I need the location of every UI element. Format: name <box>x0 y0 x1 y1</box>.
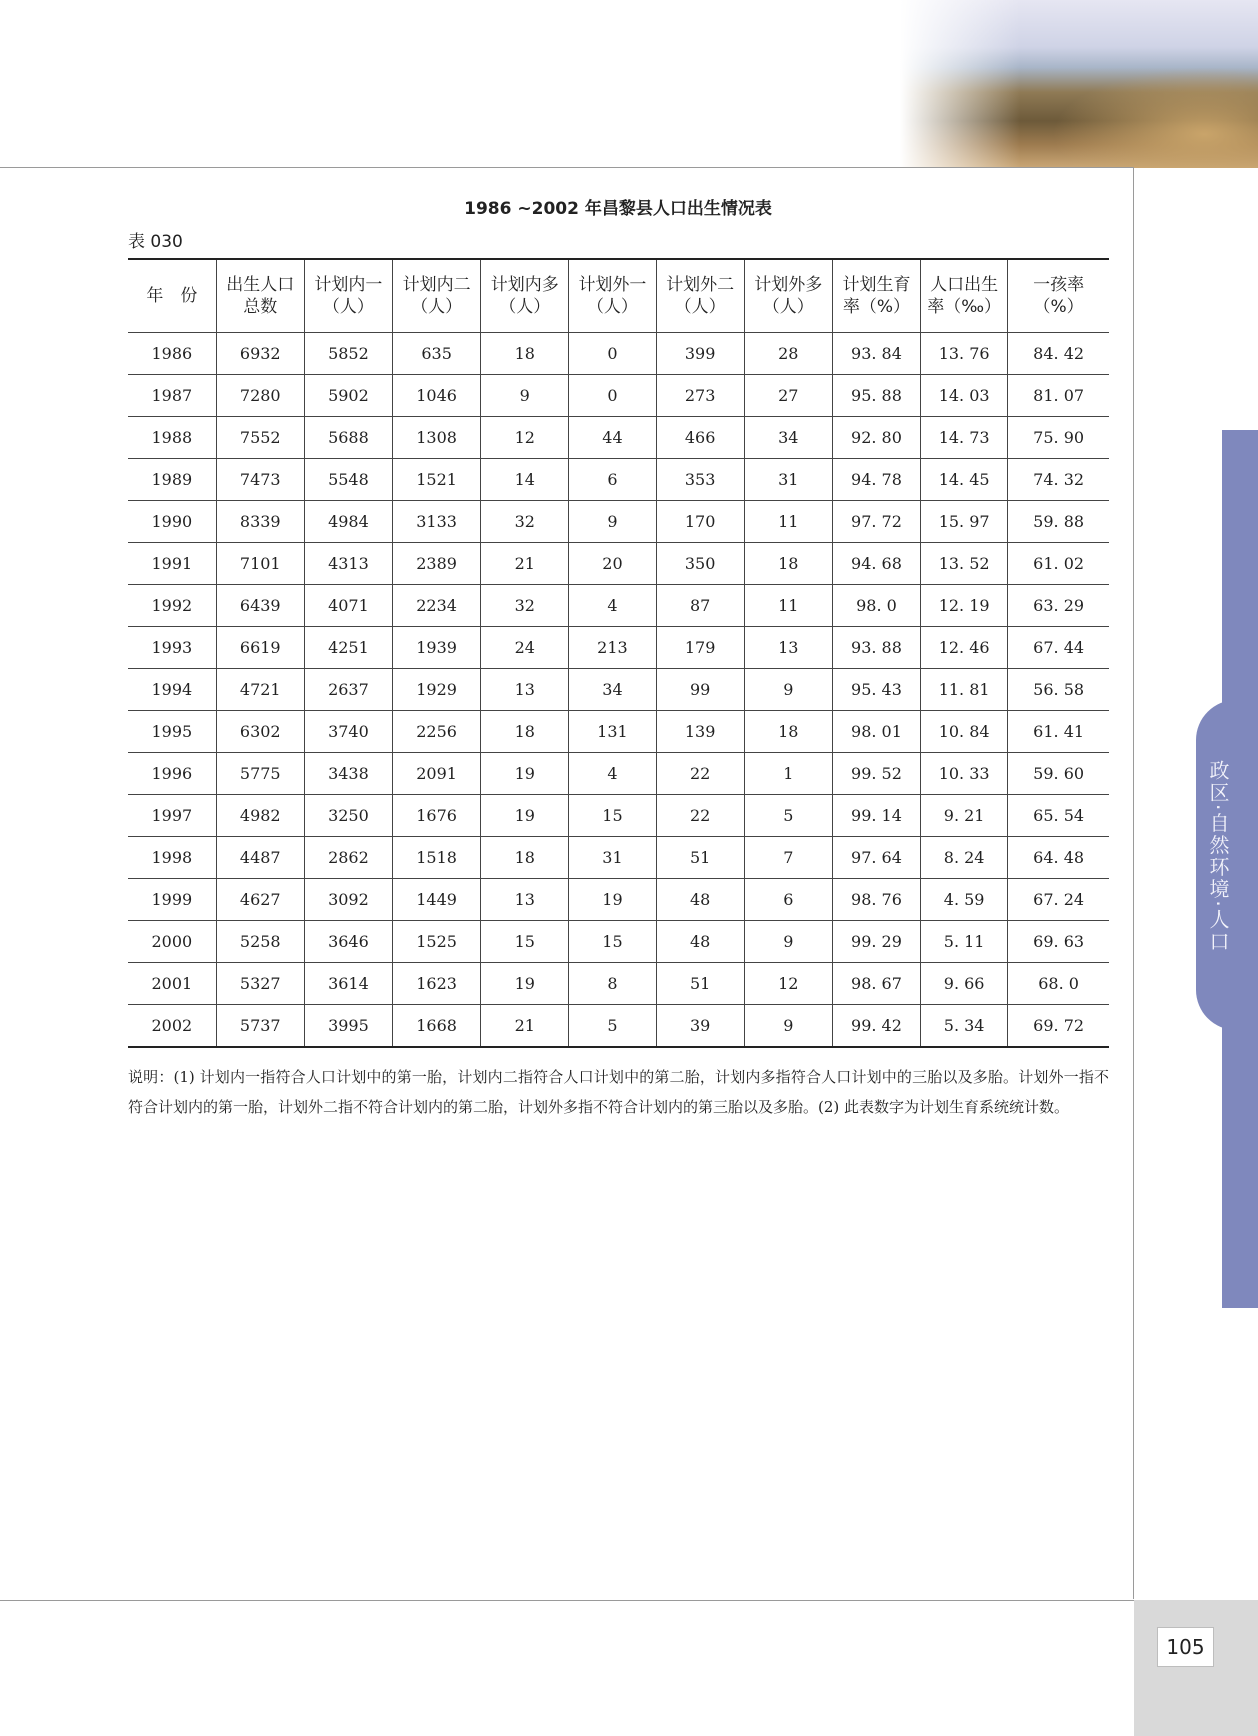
table-cell: 95. 43 <box>832 669 920 711</box>
table-cell: 9. 66 <box>921 963 1008 1005</box>
table-cell: 139 <box>656 711 744 753</box>
table-cell: 353 <box>656 459 744 501</box>
table-cell: 61. 41 <box>1008 711 1109 753</box>
table-cell: 0 <box>569 333 656 375</box>
table-row <box>128 459 1109 501</box>
table-title: 1986 ~2002 年昌黎县人口出生情况表 <box>464 199 772 219</box>
table-row <box>128 711 1109 753</box>
table-cell: 3740 <box>304 711 392 753</box>
table-cell: 97. 72 <box>832 501 920 543</box>
table-cell: 94. 78 <box>832 459 920 501</box>
table-cell: 19 <box>481 963 569 1005</box>
table-cell: 5. 34 <box>921 1005 1008 1048</box>
header-divider <box>0 167 1134 168</box>
column-header-line: 出生人口 <box>226 275 295 295</box>
table-row <box>128 585 1109 627</box>
table-row <box>128 1005 1109 1048</box>
column-header-4 <box>481 259 569 333</box>
table-cell: 5327 <box>216 963 304 1005</box>
table-cell: 2234 <box>393 585 481 627</box>
column-header-line: 年 份 <box>146 286 198 306</box>
table-cell: 466 <box>656 417 744 459</box>
column-header-line: （人） <box>499 297 551 317</box>
table-cell: 15 <box>569 795 656 837</box>
year-cell: 2002 <box>128 1005 216 1048</box>
table-cell: 9 <box>744 921 832 963</box>
table-cell: 19 <box>481 795 569 837</box>
column-header-1 <box>216 259 304 333</box>
column-header-line: 计划外二 <box>666 275 735 295</box>
table-cell: 4 <box>569 753 656 795</box>
table-cell: 94. 68 <box>832 543 920 585</box>
column-header-7 <box>744 259 832 333</box>
table-cell: 84. 42 <box>1008 333 1109 375</box>
table-cell: 13 <box>481 879 569 921</box>
table-cell: 99. 14 <box>832 795 920 837</box>
column-header-0 <box>128 259 216 333</box>
table-cell: 67. 24 <box>1008 879 1109 921</box>
table-cell: 24 <box>481 627 569 669</box>
year-cell: 1993 <box>128 627 216 669</box>
table-cell: 51 <box>656 837 744 879</box>
year-cell: 1988 <box>128 417 216 459</box>
column-header-10 <box>1008 259 1109 333</box>
table-cell: 4. 59 <box>921 879 1008 921</box>
table-cell: 5 <box>569 1005 656 1048</box>
table-cell: 13. 52 <box>921 543 1008 585</box>
table-cell: 5258 <box>216 921 304 963</box>
table-row <box>128 375 1109 417</box>
table-cell: 39 <box>656 1005 744 1048</box>
column-header-line: （人） <box>586 297 638 317</box>
table-cell: 4313 <box>304 543 392 585</box>
table-cell: 2091 <box>393 753 481 795</box>
table-cell: 22 <box>656 795 744 837</box>
table-cell: 5775 <box>216 753 304 795</box>
table-cell: 75. 90 <box>1008 417 1109 459</box>
table-cell: 5737 <box>216 1005 304 1048</box>
table-cell: 99 <box>656 669 744 711</box>
table-cell: 21 <box>481 1005 569 1048</box>
table-cell: 3438 <box>304 753 392 795</box>
table-cell: 3133 <box>393 501 481 543</box>
table-cell: 48 <box>656 879 744 921</box>
table-cell: 6932 <box>216 333 304 375</box>
table-row <box>128 837 1109 879</box>
table-cell: 9 <box>481 375 569 417</box>
table-cell: 3092 <box>304 879 392 921</box>
column-header-line: （人） <box>762 297 814 317</box>
table-body <box>128 333 1109 1048</box>
table-cell: 99. 42 <box>832 1005 920 1048</box>
table-cell: 28 <box>744 333 832 375</box>
table-cell: 2862 <box>304 837 392 879</box>
table-cell: 97. 64 <box>832 837 920 879</box>
table-cell: 7 <box>744 837 832 879</box>
table-cell: 12. 19 <box>921 585 1008 627</box>
table-cell: 98. 67 <box>832 963 920 1005</box>
table-cell: 9. 21 <box>921 795 1008 837</box>
table-cell: 63. 29 <box>1008 585 1109 627</box>
table-cell: 4071 <box>304 585 392 627</box>
table-row <box>128 627 1109 669</box>
table-cell: 3614 <box>304 963 392 1005</box>
table-cell: 10. 33 <box>921 753 1008 795</box>
table-cell: 4 <box>569 585 656 627</box>
table-cell: 13 <box>744 627 832 669</box>
column-header-line: 计划内一 <box>314 275 383 295</box>
table-cell: 213 <box>569 627 656 669</box>
table-number: 表 030 <box>128 232 183 252</box>
table-cell: 32 <box>481 585 569 627</box>
column-header-line: （人） <box>674 297 726 317</box>
table-row <box>128 921 1109 963</box>
table-cell: 170 <box>656 501 744 543</box>
table-cell: 179 <box>656 627 744 669</box>
year-cell: 1992 <box>128 585 216 627</box>
table-cell: 1308 <box>393 417 481 459</box>
table-cell: 6302 <box>216 711 304 753</box>
table-cell: 1521 <box>393 459 481 501</box>
table-cell: 6 <box>569 459 656 501</box>
column-header-line: 人口出生 <box>930 275 999 295</box>
table-cell: 12 <box>744 963 832 1005</box>
table-cell: 0 <box>569 375 656 417</box>
table-cell: 48 <box>656 921 744 963</box>
table-cell: 9 <box>744 1005 832 1048</box>
table-cell: 99. 52 <box>832 753 920 795</box>
table-cell: 5. 11 <box>921 921 1008 963</box>
table-cell: 4627 <box>216 879 304 921</box>
birth-statistics-table <box>128 258 1109 1048</box>
table-cell: 11 <box>744 585 832 627</box>
table-cell: 1046 <box>393 375 481 417</box>
table-cell: 59. 60 <box>1008 753 1109 795</box>
table-header-row <box>128 259 1109 333</box>
table-cell: 7473 <box>216 459 304 501</box>
year-cell: 1994 <box>128 669 216 711</box>
column-header-3 <box>393 259 481 333</box>
table-cell: 8. 24 <box>921 837 1008 879</box>
table-cell: 15 <box>569 921 656 963</box>
table-cell: 20 <box>569 543 656 585</box>
table-cell: 4982 <box>216 795 304 837</box>
year-cell: 1989 <box>128 459 216 501</box>
year-cell: 1998 <box>128 837 216 879</box>
year-cell: 2000 <box>128 921 216 963</box>
year-cell: 1996 <box>128 753 216 795</box>
table-cell: 51 <box>656 963 744 1005</box>
table-cell: 31 <box>744 459 832 501</box>
table-cell: 1668 <box>393 1005 481 1048</box>
column-header-line: 计划内二 <box>402 275 471 295</box>
section-side-tab-label: 政区·自然环境·人口 <box>1206 760 1230 953</box>
page-footer <box>0 1600 1258 1736</box>
table-cell: 81. 07 <box>1008 375 1109 417</box>
table-cell: 18 <box>481 333 569 375</box>
table-cell: 1939 <box>393 627 481 669</box>
table-cell: 98. 01 <box>832 711 920 753</box>
table-cell: 32 <box>481 501 569 543</box>
table-cell: 6619 <box>216 627 304 669</box>
table-cell: 13 <box>481 669 569 711</box>
table-cell: 34 <box>569 669 656 711</box>
table-cell: 69. 63 <box>1008 921 1109 963</box>
table-cell: 5902 <box>304 375 392 417</box>
page-number: 105 <box>1157 1627 1214 1667</box>
table-cell: 98. 0 <box>832 585 920 627</box>
table-row <box>128 669 1109 711</box>
table-cell: 34 <box>744 417 832 459</box>
table-cell: 5548 <box>304 459 392 501</box>
table-cell: 10. 84 <box>921 711 1008 753</box>
table-cell: 21 <box>481 543 569 585</box>
table-cell: 61. 02 <box>1008 543 1109 585</box>
column-header-8 <box>832 259 920 333</box>
table-cell: 2637 <box>304 669 392 711</box>
table-cell: 87 <box>656 585 744 627</box>
table-cell: 98. 76 <box>832 879 920 921</box>
table-cell: 18 <box>744 711 832 753</box>
table-cell: 15. 97 <box>921 501 1008 543</box>
table-cell: 18 <box>481 711 569 753</box>
column-header-line: 率（‰） <box>927 297 1002 317</box>
table-cell: 9 <box>744 669 832 711</box>
column-header-line: 计划外一 <box>578 275 647 295</box>
table-cell: 65. 54 <box>1008 795 1109 837</box>
table-cell: 27 <box>744 375 832 417</box>
year-cell: 1990 <box>128 501 216 543</box>
table-cell: 1518 <box>393 837 481 879</box>
table-row <box>128 417 1109 459</box>
header-image-fade <box>900 0 1020 168</box>
table-cell: 99. 29 <box>832 921 920 963</box>
table-cell: 56. 58 <box>1008 669 1109 711</box>
table-cell: 11 <box>744 501 832 543</box>
table-cell: 4721 <box>216 669 304 711</box>
column-header-line: 计划内多 <box>490 275 559 295</box>
table-cell: 4487 <box>216 837 304 879</box>
table-row <box>128 501 1109 543</box>
table-cell: 18 <box>481 837 569 879</box>
table-cell: 5688 <box>304 417 392 459</box>
table-cell: 9 <box>569 501 656 543</box>
table-cell: 4984 <box>304 501 392 543</box>
table-cell: 15 <box>481 921 569 963</box>
table-cell: 8339 <box>216 501 304 543</box>
table-cell: 1449 <box>393 879 481 921</box>
column-header-line: 率（%） <box>842 297 911 317</box>
table-cell: 1525 <box>393 921 481 963</box>
column-header-2 <box>304 259 392 333</box>
table-cell: 131 <box>569 711 656 753</box>
year-cell: 1995 <box>128 711 216 753</box>
table-cell: 3250 <box>304 795 392 837</box>
table-cell: 19 <box>569 879 656 921</box>
table-row <box>128 543 1109 585</box>
table-row <box>128 333 1109 375</box>
table-cell: 1929 <box>393 669 481 711</box>
table-cell: 635 <box>393 333 481 375</box>
table-cell: 6439 <box>216 585 304 627</box>
table-cell: 5852 <box>304 333 392 375</box>
year-cell: 1991 <box>128 543 216 585</box>
table-cell: 5 <box>744 795 832 837</box>
table-cell: 13. 76 <box>921 333 1008 375</box>
table-cell: 93. 84 <box>832 333 920 375</box>
table-note: 说明：(1) 计划内一指符合人口计划中的第一胎，计划内二指符合人口计划中的第二胎，计划内多指符合人口计划中的三胎以及多胎。计划外一指不符合计划内的第一胎，计划外二指不符合计划内的第二胎，计划外多指不符合计划内的第三胎以及多胎。(2) 此表数字为计划生育系统统计数。 <box>128 1068 1109 1116</box>
table-cell: 74. 32 <box>1008 459 1109 501</box>
table-cell: 64. 48 <box>1008 837 1109 879</box>
table-row <box>128 795 1109 837</box>
table-cell: 1 <box>744 753 832 795</box>
table-cell: 67. 44 <box>1008 627 1109 669</box>
year-cell: 1986 <box>128 333 216 375</box>
table-cell: 11. 81 <box>921 669 1008 711</box>
table-cell: 31 <box>569 837 656 879</box>
table-cell: 7101 <box>216 543 304 585</box>
table-cell: 273 <box>656 375 744 417</box>
table-cell: 2256 <box>393 711 481 753</box>
table-cell: 3646 <box>304 921 392 963</box>
year-cell: 1997 <box>128 795 216 837</box>
table-cell: 93. 88 <box>832 627 920 669</box>
table-row <box>128 753 1109 795</box>
table-cell: 14. 03 <box>921 375 1008 417</box>
table-row <box>128 879 1109 921</box>
table-cell: 22 <box>656 753 744 795</box>
column-header-5 <box>569 259 656 333</box>
table-cell: 6 <box>744 879 832 921</box>
table-cell: 14 <box>481 459 569 501</box>
table-cell: 59. 88 <box>1008 501 1109 543</box>
table-cell: 350 <box>656 543 744 585</box>
table-cell: 69. 72 <box>1008 1005 1109 1048</box>
column-header-6 <box>656 259 744 333</box>
column-header-line: （人） <box>322 297 374 317</box>
year-cell: 2001 <box>128 963 216 1005</box>
table-cell: 12 <box>481 417 569 459</box>
table-cell: 92. 80 <box>832 417 920 459</box>
table-cell: 2389 <box>393 543 481 585</box>
year-cell: 1999 <box>128 879 216 921</box>
table-cell: 95. 88 <box>832 375 920 417</box>
table-cell: 3995 <box>304 1005 392 1048</box>
table-cell: 399 <box>656 333 744 375</box>
footer-divider <box>0 1600 1134 1601</box>
column-header-line: 总数 <box>243 297 278 317</box>
table-cell: 7552 <box>216 417 304 459</box>
table-row <box>128 963 1109 1005</box>
table-cell: 4251 <box>304 627 392 669</box>
column-header-line: 一孩率 <box>1033 275 1085 295</box>
column-header-line: （%） <box>1033 297 1084 317</box>
table-cell: 1676 <box>393 795 481 837</box>
table-cell: 7280 <box>216 375 304 417</box>
column-header-line: （人） <box>411 297 463 317</box>
table-cell: 12. 46 <box>921 627 1008 669</box>
table-cell: 19 <box>481 753 569 795</box>
table-cell: 8 <box>569 963 656 1005</box>
year-cell: 1987 <box>128 375 216 417</box>
table-cell: 44 <box>569 417 656 459</box>
column-header-9 <box>921 259 1008 333</box>
column-header-line: 计划外多 <box>754 275 823 295</box>
table-cell: 14. 73 <box>921 417 1008 459</box>
table-cell: 1623 <box>393 963 481 1005</box>
table-cell: 14. 45 <box>921 459 1008 501</box>
table-cell: 68. 0 <box>1008 963 1109 1005</box>
column-header-line: 计划生育 <box>842 275 911 295</box>
table-cell: 18 <box>744 543 832 585</box>
footer-corner <box>1134 1600 1258 1736</box>
